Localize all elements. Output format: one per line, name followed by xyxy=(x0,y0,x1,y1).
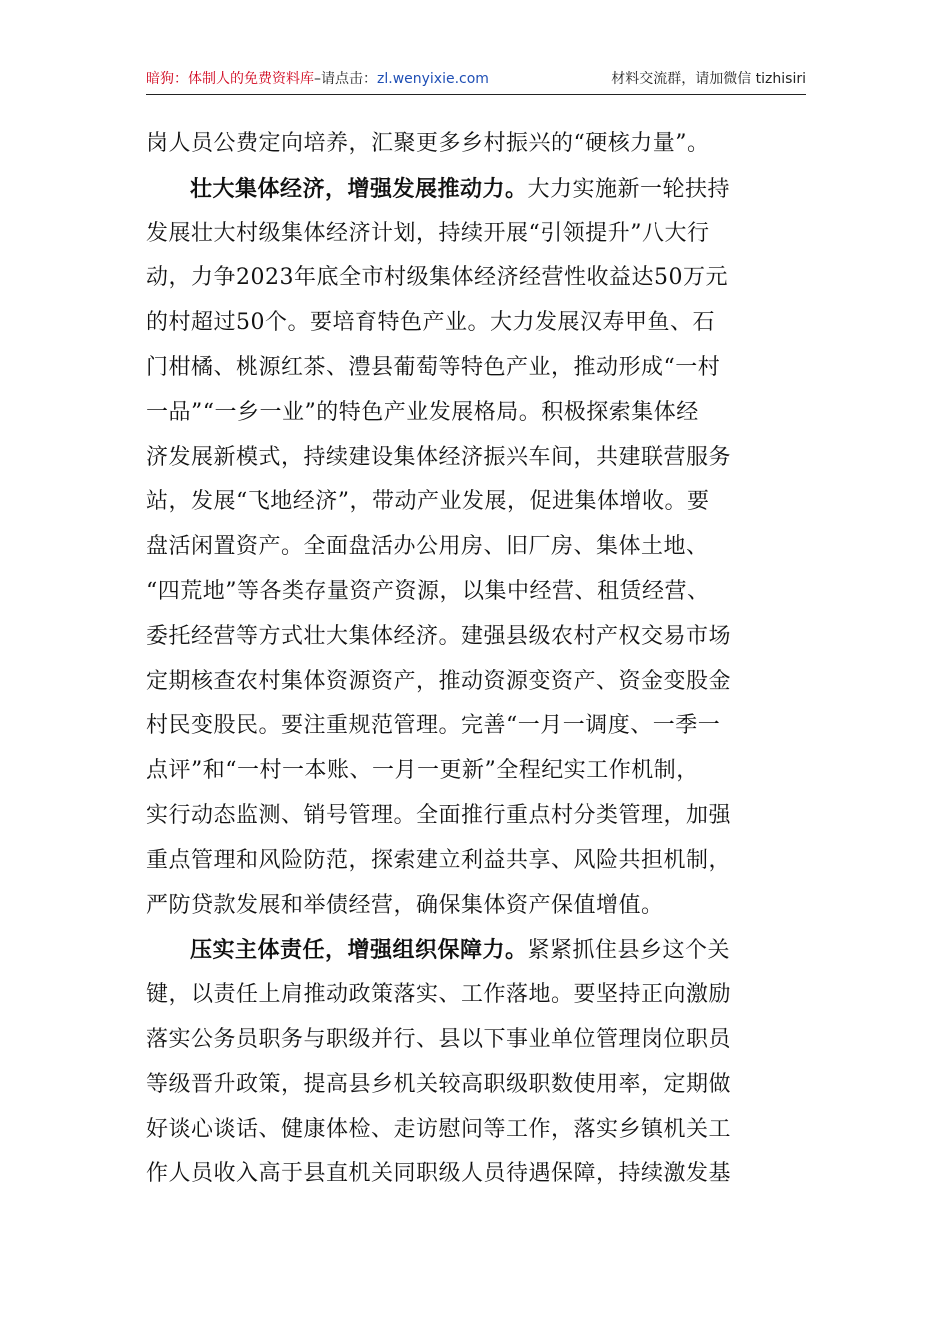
text-line: 门柑橘、桃源红茶、澧县葡萄等特色产业，推动形成“一村 xyxy=(146,354,721,380)
text-line: 严防贷款发展和举债经营，确保集体资产保值增值。 xyxy=(146,892,664,918)
text-line: 村民变股民。要注重规范管理。完善“一月一调度、一季一 xyxy=(146,713,721,739)
text-line: 定期核查农村集体资源资产，推动资源变资产、资金变股金 xyxy=(146,668,732,694)
text-line: 实行动态监测、销号管理。全面推行重点村分类管理，加强 xyxy=(146,802,732,828)
text-line: 岗人员公费定向培养，汇聚更多乡村振兴的“硬核力量”。 xyxy=(146,131,710,156)
text-line: 压实主体责任，增强组织保障力。紧紧抓住县乡这个关 xyxy=(190,937,731,964)
section-heading: 压实主体责任，增强组织保障力。 xyxy=(190,937,528,964)
header-prompt: –请点击： xyxy=(314,71,377,87)
text-line: 作人员收入高于县直机关同职级人员待遇保障，持续激发基 xyxy=(146,1161,732,1187)
header-divider xyxy=(146,94,806,95)
text-line: 壮大集体经济，增强发展推动力。大力实施新一轮扶持 xyxy=(190,175,731,202)
text-line: 等级晋升政策，提高县乡机关较高职级职数使用率，定期做 xyxy=(146,1071,732,1097)
text-line: 站，发展“飞地经济”，带动产业发展，促进集体增收。要 xyxy=(146,489,710,515)
page-header xyxy=(146,68,806,94)
document-body xyxy=(146,122,806,1197)
text-line: 键，以责任上肩推动政策落实、工作落地。要坚持正向激励 xyxy=(146,982,732,1008)
text-line: 发展壮大村级集体经济计划，持续开展“引领提升”八大行 xyxy=(146,220,710,246)
header-link[interactable]: zl.wenyixie.com xyxy=(377,71,489,87)
text-line: “四荒地”等各类存量资产资源，以集中经营、租赁经营、 xyxy=(146,578,710,604)
header-brand: 暗狗：体制人的免费资料库 xyxy=(146,71,314,87)
section-heading: 壮大集体经济，增强发展推动力。 xyxy=(190,175,528,202)
header-contact: 材料交流群，请加微信 tizhisiri xyxy=(611,71,806,87)
text-line: 济发展新模式，持续建设集体经济振兴车间，共建联营服务 xyxy=(146,444,732,470)
text-line: 委托经营等方式壮大集体经济。建强县级农村产权交易市场 xyxy=(146,623,732,649)
text-line: 重点管理和风险防范，探索建立利益共享、风险共担机制， xyxy=(146,847,732,873)
text-line: 的村超过50个。要培育特色产业。大力发展汉寿甲鱼、石 xyxy=(146,310,715,336)
text-line: 落实公务员职务与职级并行、县以下事业单位管理岗位职员 xyxy=(146,1026,732,1052)
text-line: 一品”“一乡一业”的特色产业发展格局。积极探索集体经 xyxy=(146,399,699,425)
text-line: 动，力争2023年底全市村级集体经济经营性收益达50万元 xyxy=(146,265,728,291)
text-line: 点评”和“一村一本账、一月一更新”全程纪实工作机制， xyxy=(146,758,699,784)
text-line: 盘活闲置资产。全面盘活办公用房、旧厂房、集体土地、 xyxy=(146,534,709,560)
text-line: 好谈心谈话、健康体检、走访慰问等工作，落实乡镇机关工 xyxy=(146,1116,732,1142)
